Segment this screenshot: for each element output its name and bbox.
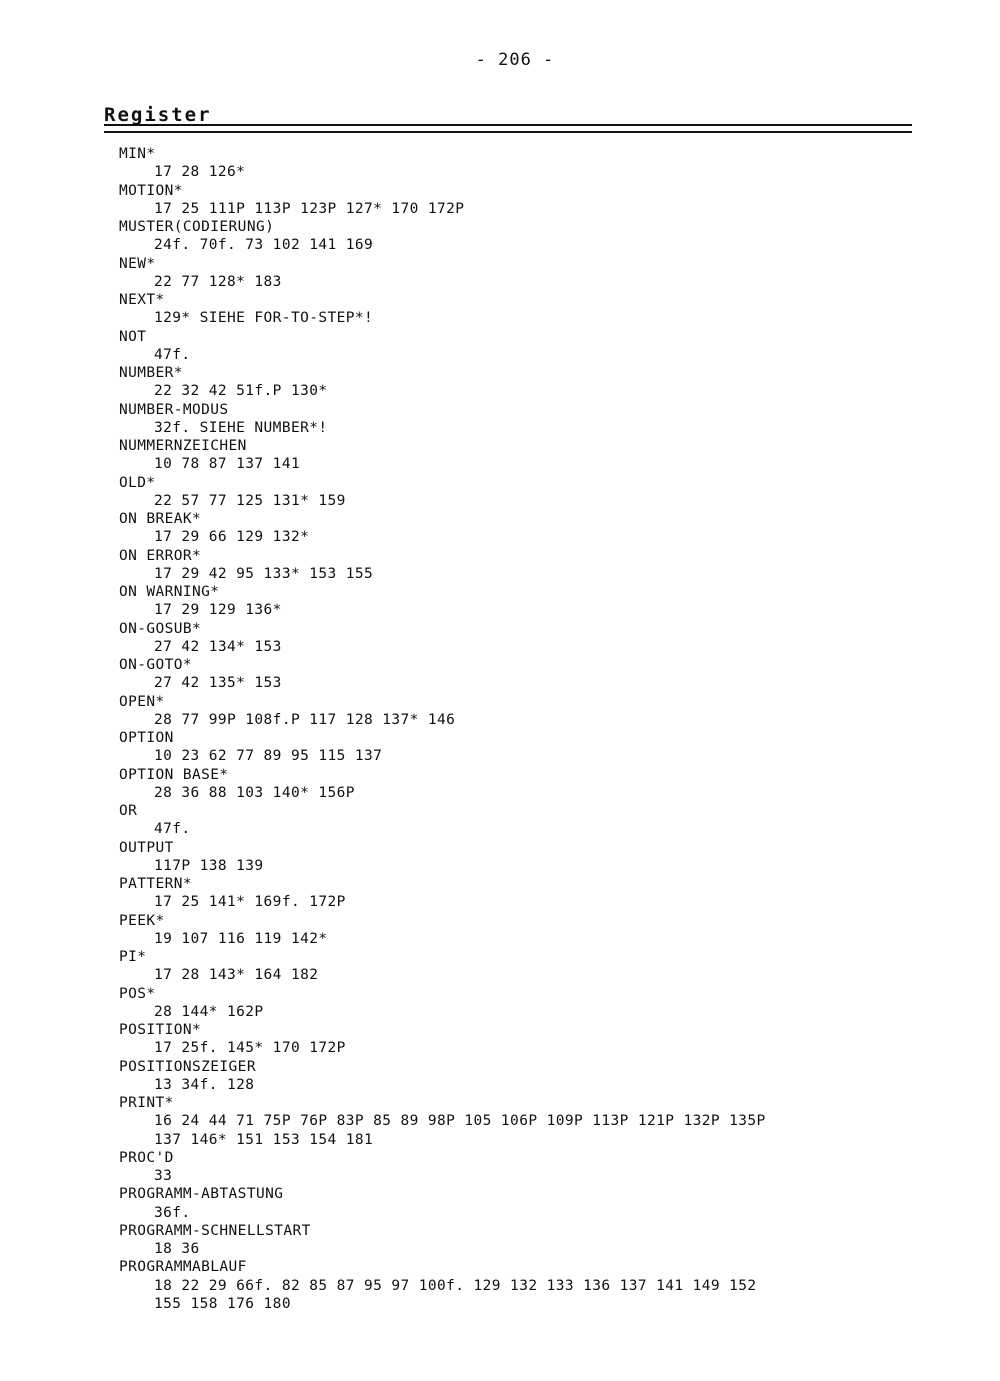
index-term: NEW*	[119, 255, 156, 272]
index-page-references: 17 29 42 95 133* 153 155	[154, 565, 374, 582]
index-entry	[119, 985, 979, 1022]
index-term: PRINT*	[119, 1095, 174, 1111]
index-page-references: 22 77 128* 183	[154, 273, 282, 290]
register-index-list	[119, 145, 979, 1313]
index-entry	[119, 547, 979, 584]
index-term: PROGRAMMABLAUF	[119, 1259, 247, 1276]
page-number: - 206 -	[475, 50, 555, 70]
index-entry	[119, 912, 979, 949]
index-entry	[119, 328, 979, 365]
index-page-references: 13 34f. 128	[154, 1076, 255, 1093]
index-page-references: 17 29 66 129 132*	[154, 529, 310, 546]
index-entry	[119, 1149, 979, 1186]
index-page-references: 17 28 126*	[154, 164, 246, 181]
index-page-references: 16 24 44 71 75P 76P 83P 85 89 98P 105 106P 109P 113P 121P 132P 135P	[154, 1113, 766, 1130]
index-term: PROGRAMM-ABTASTUNG	[119, 1186, 284, 1203]
index-entry	[119, 364, 979, 401]
index-page-references: 129* SIEHE FOR-TO-STEP*!	[154, 310, 374, 327]
index-entry	[119, 1021, 979, 1058]
index-page-references: 28 144* 162P	[154, 1003, 264, 1020]
index-entry	[119, 145, 979, 182]
index-page-references: 36f.	[154, 1204, 191, 1221]
index-page-references: 18 22 29 66f. 82 85 87 95 97 100f. 129 132 133 136 137 141 149 152	[154, 1277, 757, 1294]
index-term: NUMBER-MODUS	[119, 401, 229, 418]
index-entry	[119, 729, 979, 766]
index-page-references: 47f.	[154, 346, 191, 363]
index-term: PROGRAMM-SCHNELLSTART	[119, 1222, 311, 1239]
index-page-references: 17 25 141* 169f. 172P	[154, 894, 346, 911]
index-term: PI*	[119, 949, 147, 965]
index-page-references: 19 107 116 119 142*	[154, 930, 328, 947]
index-page-references: 24f. 70f. 73 102 141 169	[154, 237, 374, 254]
index-term: NUMMERNZEICHEN	[119, 438, 247, 454]
index-term: MOTION*	[119, 182, 183, 199]
index-entry	[119, 948, 979, 985]
index-page-references: 33	[154, 1168, 173, 1184]
index-page-references: 10 78 87 137 141	[154, 456, 301, 473]
index-page-references: 155 158 176 180	[154, 1295, 291, 1312]
index-entry	[119, 875, 979, 912]
index-entry	[119, 693, 979, 730]
index-entry	[119, 839, 979, 876]
index-term: MIN*	[119, 146, 156, 162]
index-term: MUSTER(CODIERUNG)	[119, 219, 275, 235]
index-term: POS*	[119, 985, 156, 1002]
index-page-references: 17 25 111P 113P 123P 127* 170 172P	[154, 200, 465, 217]
index-page-references: 27 42 134* 153	[154, 638, 282, 655]
index-term: PROC'D	[119, 1149, 174, 1166]
index-entry	[119, 1222, 979, 1259]
index-term: ON WARNING*	[119, 584, 220, 600]
index-entry	[119, 218, 979, 255]
index-term: NEXT*	[119, 292, 165, 308]
index-page-references: 28 77 99P 108f.P 117 128 137* 146	[154, 711, 456, 728]
index-page-references: 117P 138 139	[154, 857, 264, 874]
index-term: NUMBER*	[119, 365, 183, 381]
index-entry	[119, 620, 979, 657]
index-term: ON ERROR*	[119, 547, 202, 564]
index-term: POSITION*	[119, 1022, 202, 1038]
index-entry	[119, 437, 979, 474]
index-page-references: 17 28 143* 164 182	[154, 967, 319, 984]
register-heading: Register	[104, 104, 212, 126]
index-entry	[119, 510, 979, 547]
index-entry	[119, 656, 979, 693]
index-page-references: 27 42 135* 153	[154, 675, 282, 692]
index-term: OLD*	[119, 474, 156, 491]
index-entry	[119, 401, 979, 438]
heading-double-rule	[104, 124, 912, 133]
index-entry	[119, 182, 979, 219]
index-term: POSITIONSZEIGER	[119, 1058, 256, 1075]
index-term: PEEK*	[119, 912, 165, 929]
index-page-references: 28 36 88 103 140* 156P	[154, 784, 355, 801]
index-term: ON-GOTO*	[119, 657, 193, 673]
index-entry	[119, 255, 979, 292]
index-page-references: 47f.	[154, 821, 191, 838]
index-term: ON BREAK*	[119, 511, 202, 527]
index-entry	[119, 291, 979, 328]
index-entry	[119, 802, 979, 839]
index-page-references: 22 32 42 51f.P 130*	[154, 383, 328, 400]
index-entry	[119, 1258, 979, 1313]
index-page-references: 10 23 62 77 89 95 115 137	[154, 748, 383, 765]
index-entry	[119, 583, 979, 620]
index-entry	[119, 474, 979, 511]
index-term: NOT	[119, 328, 147, 345]
index-term: ON-GOSUB*	[119, 620, 202, 637]
index-entry	[119, 1094, 979, 1149]
index-term: OPTION BASE*	[119, 766, 229, 783]
index-page-references: 137 146* 151 153 154 181	[154, 1131, 374, 1148]
index-term: OUTPUT	[119, 839, 174, 856]
index-entry	[119, 1058, 979, 1095]
index-page-references: 17 29 129 136*	[154, 602, 282, 619]
index-term: OPTION	[119, 730, 174, 746]
index-page-references: 22 57 77 125 131* 159	[154, 492, 346, 509]
index-term: OPEN*	[119, 693, 165, 710]
index-entry	[119, 766, 979, 803]
index-term: OR	[119, 803, 138, 819]
index-entry	[119, 1185, 979, 1222]
index-term: PATTERN*	[119, 876, 193, 892]
index-page-references: 17 25f. 145* 170 172P	[154, 1040, 346, 1057]
index-page-references: 32f. SIEHE NUMBER*!	[154, 419, 328, 436]
index-page-references: 18 36	[154, 1241, 200, 1257]
